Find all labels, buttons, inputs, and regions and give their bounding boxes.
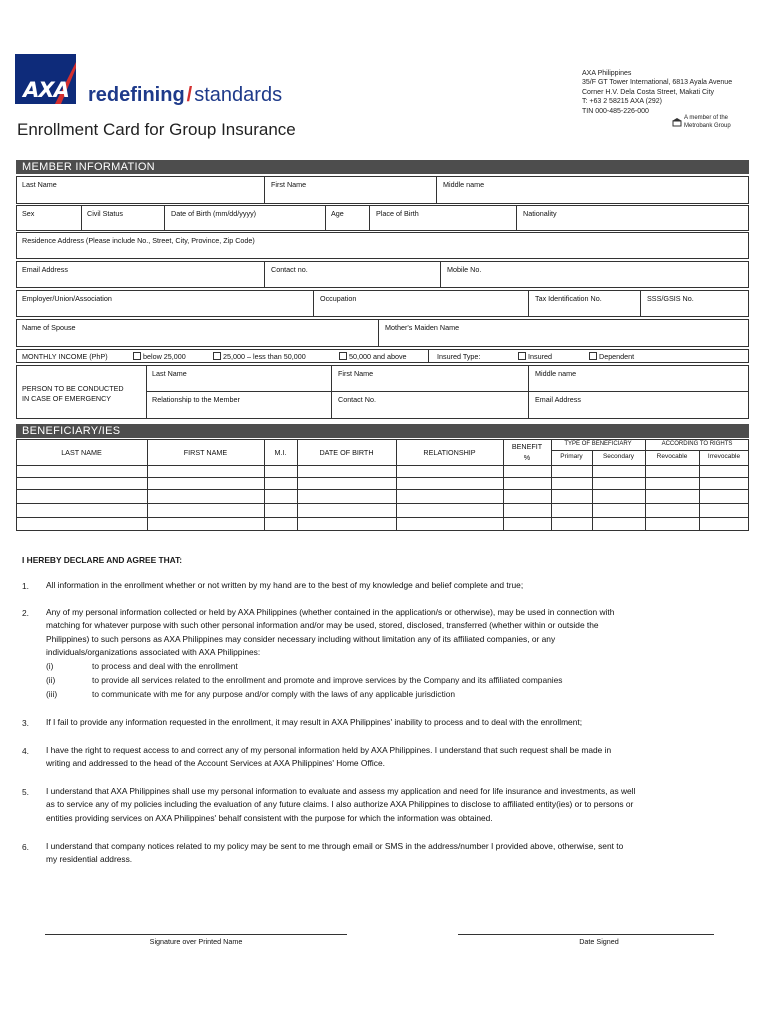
- declaration-item-number: 2.: [22, 608, 29, 618]
- civil-status-field[interactable]: Civil Status: [87, 209, 123, 218]
- declaration-line: I understand that company notices related to my policy may be sent to me through email or SMS in the address/number I provided above, otherwise, sent to: [46, 841, 624, 851]
- date-signed-line[interactable]: [458, 934, 714, 935]
- last-name-field[interactable]: Last Name: [22, 180, 57, 189]
- declaration-item-4: [46, 744, 746, 771]
- signature-line[interactable]: [45, 934, 347, 935]
- checkbox-icon[interactable]: [133, 352, 141, 360]
- col-irrevocable: Irrevocable: [707, 453, 741, 460]
- residence-address-field[interactable]: Residence Address (Please include No., Street, City, Province, Zip Code): [22, 236, 255, 245]
- age-field[interactable]: Age: [331, 209, 344, 218]
- col-last-name: LAST NAME: [61, 448, 102, 457]
- beneficiary-row[interactable]: [17, 490, 748, 503]
- tin-field[interactable]: Tax Identification No.: [535, 294, 602, 303]
- name-row: [16, 176, 749, 204]
- income-option-1[interactable]: [133, 352, 186, 361]
- beneficiary-row[interactable]: [17, 518, 748, 530]
- col-relationship: RELATIONSHIP: [423, 448, 476, 457]
- emergency-first-name-field[interactable]: First Name: [338, 369, 374, 378]
- sub-item-number: (iii): [46, 689, 58, 699]
- insured-option-insured[interactable]: [518, 352, 552, 361]
- mobile-field[interactable]: Mobile No.: [447, 265, 482, 274]
- email-field[interactable]: Email Address: [22, 265, 68, 274]
- declaration-item-6: [46, 840, 746, 867]
- dependent-option-label: Dependent: [599, 352, 635, 361]
- divider: [551, 450, 749, 451]
- declaration-line: as to service any of my policies including the evaluation of any future claims. I also authorize AXA Philippines to disclose to affiliated entity(ies) or to persons or: [46, 799, 634, 810]
- declaration-item-1: [46, 579, 746, 592]
- beneficiary-row[interactable]: [17, 478, 748, 489]
- signature-label: Signature over Printed Name: [149, 937, 243, 946]
- address-line: T: +63 2 58215 AXA (292): [582, 98, 662, 106]
- col-revocable: Revocable: [656, 453, 688, 460]
- divider: [369, 205, 370, 231]
- first-name-field[interactable]: First Name: [271, 180, 307, 189]
- declaration-item-number: 4.: [22, 746, 29, 756]
- income-label: MONTHLY INCOME (PhP): [22, 352, 108, 361]
- declaration-line: entities providing services on AXA Philippines' behalf consistent with the purpose for which the information was obtained.: [46, 812, 493, 823]
- divider: [81, 205, 82, 231]
- employer-field[interactable]: Employer/Union/Association: [22, 294, 112, 303]
- divider: [331, 365, 332, 419]
- declaration-line: I have the right to request access to and correct any of my personal information held by AXA Philippines. I understand that such request shall be made in: [46, 745, 612, 755]
- declaration-item-number: 5.: [22, 787, 29, 797]
- emergency-last-name-field[interactable]: Last Name: [152, 369, 187, 378]
- checkbox-icon[interactable]: [213, 352, 221, 360]
- divider: [264, 261, 265, 288]
- declaration-item-3: [46, 716, 746, 729]
- col-secondary: Secondary: [602, 453, 635, 460]
- sub-item-text: to provide all services related to the enrollment and promote and improve services by the Company and its affiliated companies: [92, 675, 563, 685]
- tagline-bold: redefining: [88, 84, 185, 106]
- declaration-line: Philippines) to such persons as AXA Philippines may consider necessary including without limitation any of its affiliated companies, or any: [46, 633, 556, 644]
- page-title: Enrollment Card for Group Insurance: [17, 120, 296, 139]
- emergency-label-line-2: IN CASE OF EMERGENCY: [22, 394, 112, 403]
- declaration-item-number: 1.: [22, 581, 29, 591]
- checkbox-icon[interactable]: [589, 352, 597, 360]
- emergency-contact-field[interactable]: Contact No.: [338, 395, 376, 404]
- divider: [436, 176, 437, 204]
- divider: [146, 365, 147, 419]
- axa-logo-text: AXA: [23, 78, 69, 102]
- place-of-birth-field[interactable]: Place of Birth: [376, 209, 419, 218]
- income-option-3[interactable]: [339, 352, 407, 361]
- beneficiary-section-header: BENEFICIARY/IES: [16, 424, 749, 438]
- col-dob: DATE OF BIRTH: [319, 448, 374, 457]
- divider: [264, 176, 265, 204]
- divider: [516, 205, 517, 231]
- address-line: TIN 000-485-226-000: [582, 107, 649, 115]
- col-mi: M.I.: [274, 448, 287, 457]
- address-line: 35/F GT Tower International, 6813 Ayala Avenue: [582, 79, 733, 87]
- col-first-name: FIRST NAME: [183, 448, 228, 457]
- declaration-line: individuals/organizations associated with AXA Philippines:: [46, 647, 261, 658]
- emergency-block: [16, 365, 749, 419]
- tagline: [88, 84, 282, 107]
- metrobank-icon: [672, 117, 682, 127]
- emergency-email-field[interactable]: Email Address: [535, 395, 581, 404]
- member-section-header: MEMBER INFORMATION: [16, 160, 749, 174]
- tagline-slash: /: [186, 84, 193, 106]
- declaration-line: Any of my personal information collected or held by AXA Philippines (whether contained in the application/s or otherwise), may be used in connection with: [46, 607, 615, 617]
- declaration-line: my residential address.: [46, 854, 133, 865]
- address-line: Corner H.V. Dela Costa Street, Makati City: [582, 88, 715, 96]
- divider: [146, 391, 749, 392]
- divider: [378, 319, 379, 347]
- checkbox-icon[interactable]: [518, 352, 526, 360]
- divider: [440, 261, 441, 288]
- date-signed-label: Date Signed: [579, 937, 619, 946]
- divider: [325, 205, 326, 231]
- checkbox-icon[interactable]: [339, 352, 347, 360]
- family-row: [16, 319, 749, 347]
- col-primary: Primary: [560, 453, 583, 460]
- income-option-2[interactable]: [213, 352, 306, 361]
- divider: [528, 365, 529, 419]
- col-benefit-percent: %: [523, 453, 531, 462]
- declaration-line: I understand that AXA Philippines shall use my personal information to evaluate and assess my application and need for life insurance and investments, as well: [46, 786, 636, 796]
- address-line: AXA Philippines: [582, 70, 632, 77]
- income-option-2-label: 25,000 – less than 50,000: [223, 352, 306, 361]
- company-address: [582, 69, 732, 116]
- divider: [528, 290, 529, 317]
- sub-item-number: (ii): [46, 675, 56, 685]
- insured-type-label: Insured Type:: [437, 352, 481, 361]
- declaration-item-5: [46, 785, 746, 825]
- divider: [313, 290, 314, 317]
- emergency-label-line-1: PERSON TO BE CONDUCTED: [22, 384, 124, 393]
- tagline-normal: standards: [194, 84, 283, 106]
- beneficiary-row[interactable]: [17, 504, 748, 517]
- sub-item-text: to process and deal with the enrollment: [92, 661, 238, 671]
- col-type-of-beneficiary: TYPE OF BENEFICIARY: [564, 441, 632, 447]
- sub-item-number: (i): [46, 661, 54, 671]
- divider: [428, 349, 429, 363]
- divider: [164, 205, 165, 231]
- contact-row: [16, 261, 749, 288]
- declaration-item-2: [46, 606, 746, 660]
- divider: [640, 290, 641, 317]
- col-benefit: BENEFIT: [511, 442, 543, 451]
- insured-option-label: Insured: [528, 352, 552, 361]
- sub-item-text: to communicate with me for any purpose and/or comply with the laws of any applicable jurisdiction: [92, 689, 456, 699]
- contact-field[interactable]: Contact no.: [271, 265, 308, 274]
- dob-field[interactable]: Date of Birth (mm/dd/yyyy): [171, 209, 257, 218]
- beneficiary-row[interactable]: [17, 466, 748, 477]
- declaration-item-number: 6.: [22, 842, 29, 852]
- spouse-field[interactable]: Name of Spouse: [22, 323, 76, 332]
- declaration-heading: I HEREBY DECLARE AND AGREE THAT:: [22, 555, 183, 565]
- col-according-to-rights: ACCORDING TO RIGHTS: [661, 441, 733, 447]
- maiden-name-field[interactable]: Mother's Maiden Name: [385, 323, 460, 332]
- occupation-field[interactable]: Occupation: [320, 294, 357, 303]
- emergency-relationship-field[interactable]: Relationship to the Member: [152, 395, 240, 404]
- metrobank-line: Metrobank Group: [684, 123, 731, 129]
- declaration-line: If I fail to provide any information requested in the enrollment, it may result in AXA Philippines' inability to process and to deal with the enrollment;: [46, 717, 583, 727]
- metrobank-note: [684, 114, 731, 130]
- declaration-line: writing and addressed to the head of the Account Services at AXA Philippines' Home Office.: [46, 758, 385, 769]
- income-option-3-label: 50,000 and above: [349, 352, 407, 361]
- declaration-item-number: 3.: [22, 718, 29, 728]
- middle-name-field[interactable]: Middle name: [443, 180, 485, 189]
- insured-option-dependent[interactable]: [589, 352, 634, 361]
- metrobank-line: A member of the: [684, 115, 729, 121]
- income-option-1-label: below 25,000: [143, 352, 186, 361]
- emergency-middle-name-field[interactable]: Middle name: [535, 369, 577, 378]
- sex-field[interactable]: Sex: [22, 209, 35, 218]
- declaration-line: All information in the enrollment whether or not written by my hand are to the best of my knowledge and belief complete and true;: [46, 580, 524, 590]
- declaration-line: matching for whatever purpose with such other personal information and/or may be used, stored, disclosed, transferred (whether within or outside the: [46, 620, 599, 631]
- nationality-field[interactable]: Nationality: [523, 209, 557, 218]
- sss-field[interactable]: SSS/GSIS No.: [647, 294, 694, 303]
